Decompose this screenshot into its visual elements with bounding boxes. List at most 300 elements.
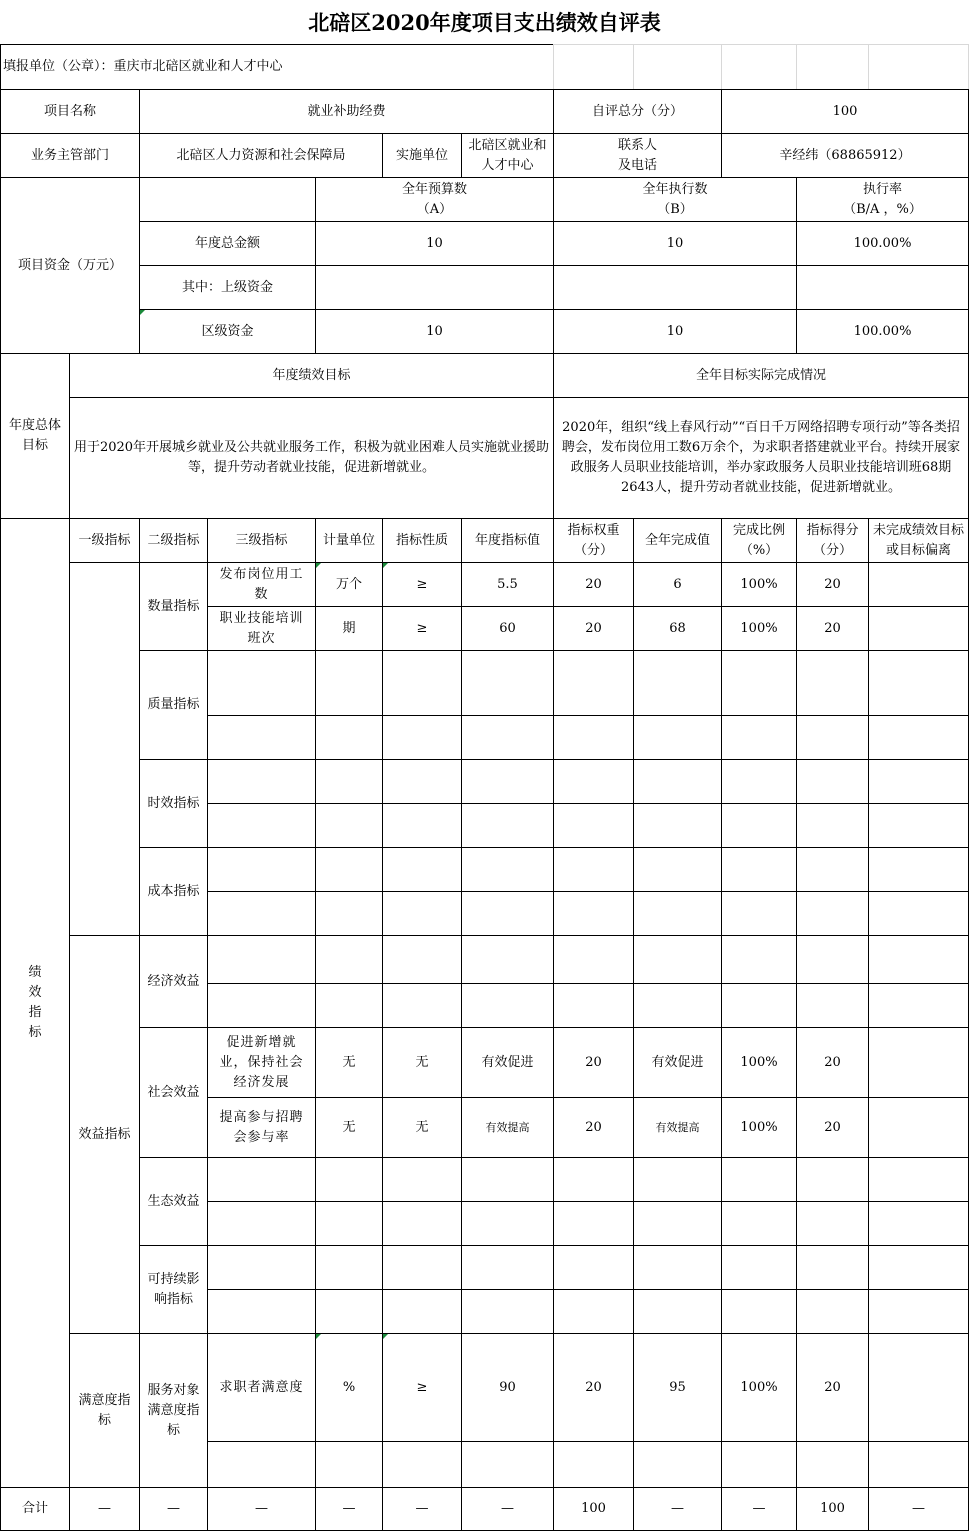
indicator-empty-cell [633,983,722,1028]
indicator-empty-cell [207,1157,316,1202]
funds-budget-value [315,309,554,354]
indicator-deviation [868,1097,969,1158]
indicator-weight [553,606,634,651]
indicator-score [796,562,869,607]
indicator-name-text: 发布岗位用工 数 [219,566,304,602]
funds-exec-value-text: 10 [666,323,684,339]
indicator-empty-cell [633,891,722,936]
indicator-empty-cell [207,1441,316,1488]
indicator-empty-cell [553,650,634,716]
indicator-empty-cell [796,803,869,848]
indicator-weight-text: 20 [585,620,602,636]
total-value [461,1487,554,1531]
indicator-empty-cell [796,1201,869,1246]
funds-budget-value-text: 10 [426,235,443,251]
level1-output [69,562,140,936]
level1-benefit [69,935,140,1334]
indicator-empty-cell [796,891,869,936]
indicator-empty-cell [207,759,316,804]
indicator-empty-cell [721,983,797,1028]
total-value [69,1487,140,1531]
funds-row-label-text: 年度总金额 [194,235,260,251]
indicator-empty-cell [553,1289,634,1334]
total-value-text: — [501,1501,514,1516]
funds-budget-value [315,265,554,310]
indicator-empty-cell [207,803,316,848]
indicator-empty-cell [633,1201,722,1246]
funds-row-label [139,221,316,266]
funds-exec-value [553,265,797,310]
indicator-empty-cell [633,1289,722,1334]
indicator-actual [633,1333,722,1442]
indicator-empty-cell [868,1157,969,1202]
indicator-actual [633,1097,722,1158]
funds-row-label-text: 其中：上级资金 [181,279,273,295]
indicator-empty-cell [721,759,797,804]
filler-blank-2 [633,44,722,90]
indicator-empty-cell [315,1441,383,1488]
goals-target-header-text: 年度绩效目标 [272,367,351,383]
indicator-weight-text: 20 [585,576,602,592]
indicator-empty-cell [315,935,383,984]
indicator-unit [315,1333,383,1442]
level2-service [139,1333,208,1488]
goals-actual-header [553,353,969,398]
indicator-ratio [721,606,797,651]
contact-label-text: 联系人 及电话 [617,137,657,173]
filler-blank-3 [721,44,797,90]
total-value-text: 100 [820,1501,845,1516]
indicator-empty-cell [721,1441,797,1488]
indicator-empty-cell [868,891,969,936]
filler-blank-5 [868,44,969,90]
total-value [633,1487,722,1531]
indicator-actual [633,606,722,651]
level2-ecological-text: 生态效益 [147,1193,200,1209]
indicator-empty-cell [721,891,797,936]
funds-exec-value [553,221,797,266]
total-value-text: — [98,1501,111,1516]
total-value-text: — [255,1501,268,1516]
indicator-ratio [721,562,797,607]
project-name-label-text: 项目名称 [43,103,96,119]
total-value-text: — [415,1501,429,1516]
cell-marker-icon [316,1334,321,1339]
indicator-empty-cell [633,715,722,760]
indicator-empty-cell [796,1157,869,1202]
level2-timeliness [139,759,208,848]
indicator-empty-cell [207,891,316,936]
indicator-actual-text: 6 [673,576,682,592]
indicator-empty-cell [461,650,554,716]
indicator-header [139,518,208,563]
funds-row-label [139,265,316,310]
indicator-empty-cell [207,847,316,892]
indicator-score [796,1027,869,1098]
indicator-unit-text: 期 [342,620,356,636]
filler-unit-text: 填报单位（公章）：重庆市北碚区就业和人才中心 [3,59,283,74]
indicator-empty-cell [461,759,554,804]
total-value-text: — [167,1501,180,1516]
dept-label-text: 业务主管部门 [30,147,109,163]
indicator-ratio-text: 100% [740,576,778,592]
indicator-target-text: 有效促进 [481,1054,534,1070]
indicator-empty-cell [796,650,869,716]
funds-exec-header [553,177,797,222]
indicator-unit-text: 万个 [335,576,362,592]
indicator-actual-text: 68 [669,620,686,636]
indicator-empty-cell [553,1201,634,1246]
filler-blank-1 [553,44,634,90]
indicator-weight [553,1097,634,1158]
level2-timeliness-text: 时效指标 [147,795,200,811]
indicator-header-text: 指标权重 （分） [567,522,620,558]
indicator-header [633,518,722,563]
funds-budget-value [315,221,554,266]
funds-rate-value [796,221,969,266]
indicator-empty-cell [553,935,634,984]
indicator-header-text: 完成比例 （%） [732,522,785,558]
total-value-text: 100 [581,1501,606,1516]
indicator-actual-text: 有效提高 [655,1120,700,1134]
level1-satisfaction-text: 满意度指 标 [78,1392,131,1428]
indicator-empty-cell [633,803,722,848]
indicator-header [796,518,869,563]
indicator-weight [553,1027,634,1098]
level2-sustainable [139,1245,208,1334]
indicator-actual [633,562,722,607]
indicator-header-text: 三级指标 [235,532,288,548]
indicator-empty-cell [382,1289,462,1334]
project-name-value-text: 就业补助经费 [307,103,386,119]
indicator-empty-cell [382,715,462,760]
total-value [382,1487,462,1531]
indicator-empty-cell [633,759,722,804]
indicator-empty-cell [461,1201,554,1246]
indicator-empty-cell [721,803,797,848]
total-value-text: — [342,1501,356,1516]
indicator-name [207,562,316,607]
funds-exec-value [553,309,797,354]
indicator-empty-cell [868,983,969,1028]
level2-service-text: 服务对象 满意度指 标 [147,1382,200,1438]
total-label-text: 合计 [21,1501,48,1516]
indicator-weight-text: 20 [585,1119,602,1135]
indicator-empty-cell [633,935,722,984]
indicator-score [796,606,869,651]
filler-blank-4 [796,44,869,90]
indicator-unit [315,1027,383,1098]
goals-label-text: 年度总体 目标 [8,418,61,453]
indicator-ratio-text: 100% [740,1054,778,1070]
indicator-empty-cell [553,803,634,848]
indicator-empty-cell [207,650,316,716]
indicator-unit-text: 无 [342,1119,356,1135]
indicator-empty-cell [382,983,462,1028]
indicator-score-text: 20 [824,1119,841,1135]
indicator-nature [382,1097,462,1158]
funds-label-text: 项目资金（万元） [17,257,122,273]
indicator-empty-cell [796,1441,869,1488]
total-value [796,1487,869,1531]
indicator-header-text: 指标性质 [395,532,448,548]
indicator-target [461,606,554,651]
total-value [207,1487,316,1531]
goals-actual-header-text: 全年目标实际完成情况 [695,367,826,383]
indicator-weight-text: 20 [585,1379,602,1395]
indicator-empty-cell [721,1289,797,1334]
funds-label [0,177,140,354]
indicator-nature-text: ≥ [416,576,428,592]
indicator-weight-text: 20 [585,1054,602,1070]
indicator-empty-cell [315,891,383,936]
indicator-empty-cell [633,650,722,716]
indicator-empty-cell [315,759,383,804]
indicator-score-text: 20 [824,1054,841,1070]
indicator-empty-cell [721,1245,797,1290]
page-title [0,0,969,45]
indicator-empty-cell [461,1289,554,1334]
indicator-header [868,518,969,563]
indicator-header [382,518,462,563]
indicator-empty-cell [868,715,969,760]
level2-sustainable-text: 可持续影 响指标 [147,1271,200,1307]
funds-exec-value-text: 10 [666,235,684,251]
self-score-label-text: 自评总分（分） [591,103,683,119]
dept-value [139,133,383,178]
indicator-empty-cell [553,759,634,804]
indicator-score-text: 20 [824,1379,841,1395]
indicator-empty-cell [382,1441,462,1488]
indicator-nature-text: 无 [415,1054,429,1070]
indicator-empty-cell [553,891,634,936]
indicator-ratio-text: 100% [740,620,778,636]
indicator-name [207,1097,316,1158]
indicator-target [461,1097,554,1158]
indicator-empty-cell [868,1245,969,1290]
indicator-empty-cell [553,847,634,892]
indicator-empty-cell [382,1157,462,1202]
indicator-ratio [721,1027,797,1098]
funds-budget-value-text: 10 [426,323,443,339]
impl-value [461,133,554,178]
indicator-nature [382,562,462,607]
indicator-empty-cell [868,1289,969,1334]
filler-unit [0,44,554,90]
level2-social [139,1027,208,1158]
goals-target-text [69,397,554,519]
total-label [0,1487,70,1531]
indicator-name-text: 提高参与招聘 会参与率 [219,1109,304,1145]
indicator-empty-cell [382,935,462,984]
indicator-empty-cell [382,847,462,892]
indicator-actual-text: 95 [669,1379,686,1395]
indicator-target-text: 有效提高 [485,1120,530,1134]
indicator-deviation [868,562,969,607]
indicator-empty-cell [868,650,969,716]
indicator-empty-cell [633,1441,722,1488]
indicator-empty-cell [461,715,554,760]
goals-actual-text [553,397,969,519]
page-title-text: 北碚区2020年度项目支出绩效自评表 [308,9,661,35]
indicator-empty-cell [207,935,316,984]
level1-benefit-text: 效益指标 [78,1126,131,1142]
indicator-empty-cell [315,803,383,848]
indicator-empty-cell [461,1441,554,1488]
indicator-header-text: 一级指标 [78,532,131,548]
indicator-unit-text: % [342,1379,356,1395]
indicator-score [796,1097,869,1158]
contact-value [721,133,969,178]
indicator-header-text: 未完成绩效目标或目标偏离 [872,522,964,558]
indicator-nature-text: ≥ [416,620,428,636]
level2-quality [139,650,208,760]
indicator-target-text: 60 [499,620,516,636]
self-score-value-text: 100 [832,103,858,119]
indicator-empty-cell [315,847,383,892]
level2-quantity [139,562,208,651]
indicator-empty-cell [553,1157,634,1202]
indicator-empty-cell [721,715,797,760]
indicator-empty-cell [461,983,554,1028]
indicator-header [207,518,316,563]
project-name-value [139,89,554,134]
indicator-empty-cell [207,983,316,1028]
cell-marker-icon [383,1334,388,1339]
indicator-empty-cell [382,1201,462,1246]
indicator-empty-cell [315,1157,383,1202]
indicator-empty-cell [796,935,869,984]
goals-actual-text-text: 2020年，组织“线上春风行动”“百日千万网络招聘专项行动”等各类招聘会，发布岗位用工数6万余个，为求职者搭建就业平台。持续开展家政服务人员职业技能培训，举办家政服务人员职业技能培训班68期2643人，提升劳动者就业技能，促进新增就业。 [561,420,961,495]
funds-rate-header [796,177,969,222]
goals-target-header [69,353,554,398]
indicator-empty-cell [315,1289,383,1334]
total-value [868,1487,969,1531]
indicator-nature-text: ≥ [416,1379,428,1395]
contact-label [553,133,722,178]
contact-value-text: 辛经纬（68865912） [779,147,911,163]
funds-rate-value-text: 100.00% [853,323,912,339]
indicator-name [207,606,316,651]
indicator-empty-cell [382,759,462,804]
indicator-empty-cell [461,1245,554,1290]
indicator-empty-cell [207,1245,316,1290]
indicator-empty-cell [207,1201,316,1246]
indicator-empty-cell [315,983,383,1028]
indicator-empty-cell [868,847,969,892]
impl-label-text: 实施单位 [395,147,448,163]
indicator-header-text: 二级指标 [147,532,200,548]
indicator-empty-cell [553,1245,634,1290]
indicator-empty-cell [553,1441,634,1488]
indicator-score-text: 20 [824,576,841,592]
funds-rate-value [796,265,969,310]
self-score-label [553,89,722,134]
indicator-empty-cell [382,650,462,716]
indicator-unit [315,1097,383,1158]
indicator-empty-cell [796,1289,869,1334]
indicator-empty-cell [721,935,797,984]
indicator-weight [553,1333,634,1442]
funds-header-blank [139,177,316,222]
cell-marker-icon [140,310,145,315]
indicator-score [796,1333,869,1442]
indicator-ratio [721,1333,797,1442]
indicator-empty-cell [868,1441,969,1488]
indicator-empty-cell [868,759,969,804]
indicator-empty-cell [207,715,316,760]
funds-rate-header-text: 执行率 （B/A ，%） [843,181,922,217]
indicator-ratio-text: 100% [740,1379,778,1395]
indicator-unit [315,606,383,651]
funds-row-label [139,309,316,354]
indicator-empty-cell [315,715,383,760]
indicator-name-text: 求职者满意度 [219,1379,304,1395]
indicator-header [69,518,140,563]
indicator-empty-cell [633,1157,722,1202]
funds-rate-value-text: 100.00% [853,235,912,251]
indicator-empty-cell [796,983,869,1028]
goals-label [0,353,70,519]
level2-ecological [139,1157,208,1246]
indicator-empty-cell [382,803,462,848]
level2-cost [139,847,208,936]
indicator-empty-cell [461,891,554,936]
total-value-text: — [752,1501,766,1516]
indicator-empty-cell [868,803,969,848]
funds-exec-header-text: 全年执行数 （B） [642,181,708,217]
indicator-target [461,1333,554,1442]
indicator-nature [382,1333,462,1442]
indicator-name-text: 职业技能培训 班次 [219,610,304,646]
level2-quantity-text: 数量指标 [147,598,200,614]
total-value [553,1487,634,1531]
goals-target-text-text: 用于2020年开展城乡就业及公共就业服务工作，积极为就业困难人员实施就业援助等，提升劳动者就业技能，促进新增就业。 [73,440,550,475]
indicator-empty-cell [721,650,797,716]
indicator-target-text: 90 [499,1379,516,1395]
indicator-header-text: 年度指标值 [474,532,540,548]
indicator-weight [553,562,634,607]
dept-label [0,133,140,178]
indicator-deviation [868,1027,969,1098]
total-value [315,1487,383,1531]
cell-marker-icon [383,563,388,568]
indicator-empty-cell [796,759,869,804]
indicator-empty-cell [721,847,797,892]
level2-quality-text: 质量指标 [147,697,200,712]
indicator-empty-cell [553,715,634,760]
indicators-label-text: 绩 效 指 标 [28,965,42,1040]
indicator-name [207,1333,316,1442]
indicator-empty-cell [633,847,722,892]
indicator-empty-cell [461,1157,554,1202]
dept-value-text: 北碚区人力资源和社会保障局 [176,147,346,163]
indicator-header [461,518,554,563]
indicator-deviation [868,606,969,651]
funds-budget-header-text: 全年预算数 （A） [401,181,467,217]
indicator-empty-cell [315,1245,383,1290]
indicator-deviation [868,1333,969,1442]
cell-marker-icon [316,563,321,568]
indicator-empty-cell [721,1201,797,1246]
indicator-empty-cell [721,1157,797,1202]
indicator-empty-cell [633,1245,722,1290]
indicator-actual [633,1027,722,1098]
level2-economic-text: 经济效益 [147,973,200,989]
indicator-empty-cell [382,891,462,936]
indicator-empty-cell [796,1245,869,1290]
level2-cost-text: 成本指标 [147,883,200,899]
